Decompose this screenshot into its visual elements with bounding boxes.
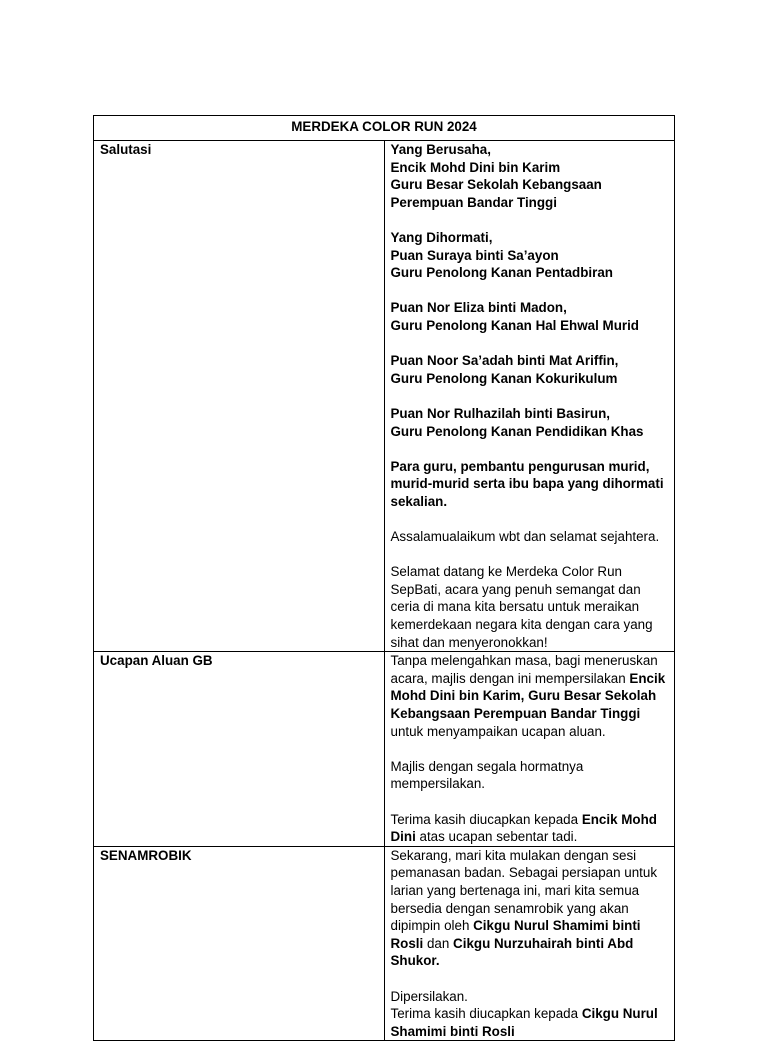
salutation-line: Puan Nor Eliza binti Madon, xyxy=(390,300,567,316)
warmup-paragraph: Sekarang, mari kita mulakan dengan sesi pemanasan badan. Sebagai persiapan untuk larian yang bertenaga ini, mari kita semua bersedia dengan senamrobik yang akan dipimpin oleh Cikgu Nurul Shamimi binti Rosli dan Cikgu Nurzuhairah binti Abd Shukor. xyxy=(390,847,658,969)
greeting-paragraph: Assalamualaikum wbt dan selamat sejahtera. xyxy=(390,529,660,545)
salutation-line: Guru Penolong Kanan Kokurikulum xyxy=(390,370,618,386)
salutation-line: Puan Suraya binti Sa’ayon xyxy=(390,247,559,263)
speaker-name: Encik Mohd Dini bin Karim, Guru Besar Sekolah Kebangsaan Perempuan Bandar Tinggi xyxy=(390,670,666,721)
section-content-salutasi xyxy=(384,141,675,652)
section-row-ucapan-aluan xyxy=(94,652,675,847)
instructor-name: Cikgu Nurul Shamimi binti Rosli xyxy=(390,918,641,951)
section-content-ucapan-aluan xyxy=(384,652,675,847)
salutation-line: Puan Nor Rulhazilah binti Basirun, xyxy=(390,405,610,421)
instructor-name: Cikgu Nurul Shamimi binti Rosli xyxy=(390,1006,658,1039)
salutation-line: Yang Berusaha, xyxy=(390,142,491,157)
thanks-paragraph: Terima kasih diucapkan kepada Cikgu Nurul Shamimi binti Rosli xyxy=(390,1006,658,1039)
salutation-line: Guru Penolong Kanan Pendidikan Khas xyxy=(390,423,644,439)
program-script-table xyxy=(93,115,675,1041)
section-label-ucapan-aluan: Ucapan Aluan GB xyxy=(94,652,385,847)
invitation-closing: Dipersilakan. xyxy=(390,988,468,1004)
salutation-line: Encik Mohd Dini bin Karim xyxy=(390,159,561,175)
title-row xyxy=(94,116,675,141)
section-row-senamrobik xyxy=(94,846,675,1041)
document-title: MERDEKA COLOR RUN 2024 xyxy=(94,116,675,141)
salutation-line: Guru Besar Sekolah Kebangsaan Perempuan Bandar Tinggi xyxy=(390,177,602,210)
salutation-line: Guru Penolong Kanan Pentadbiran xyxy=(390,265,613,281)
welcome-paragraph: Selamat datang ke Merdeka Color Run SepBati, acara yang penuh semangat dan ceria di mana kita bersatu untuk meraikan kemerdekaan negara kita dengan cara yang sihat dan menyeronokkan! xyxy=(390,564,653,650)
section-content-senamrobik xyxy=(384,846,675,1041)
section-row-salutasi xyxy=(94,141,675,652)
invitation-closing: Majlis dengan segala hormatnya mempersilakan. xyxy=(390,758,584,792)
section-label-salutasi: Salutasi xyxy=(94,141,385,652)
salutation-line: Guru Penolong Kanan Hal Ehwal Murid xyxy=(390,317,639,333)
invitation-paragraph: Tanpa melengahkan masa, bagi meneruskan acara, majlis dengan ini mempersilakan Encik Mohd Dini bin Karim, Guru Besar Sekolah Kebangsaan Perempuan Bandar Tinggi untuk menyampaikan ucapan aluan. xyxy=(390,653,666,739)
salutation-line: Puan Noor Sa’adah binti Mat Ariffin, xyxy=(390,353,619,369)
instructor-name: Cikgu Nurzuhairah binti Abd Shukor. xyxy=(390,935,634,969)
salutation-line: Yang Dihormati, xyxy=(390,229,493,245)
salutation-paragraph: Para guru, pembantu pengurusan murid, murid-murid serta ibu bapa yang dihormati sekalian. xyxy=(390,458,664,509)
thanks-paragraph: Terima kasih diucapkan kepada Encik Mohd Dini atas ucapan sebentar tadi. xyxy=(390,811,657,845)
speaker-name-short: Encik Mohd Dini xyxy=(390,811,657,845)
section-label-senamrobik: SENAMROBIK xyxy=(94,846,385,1041)
